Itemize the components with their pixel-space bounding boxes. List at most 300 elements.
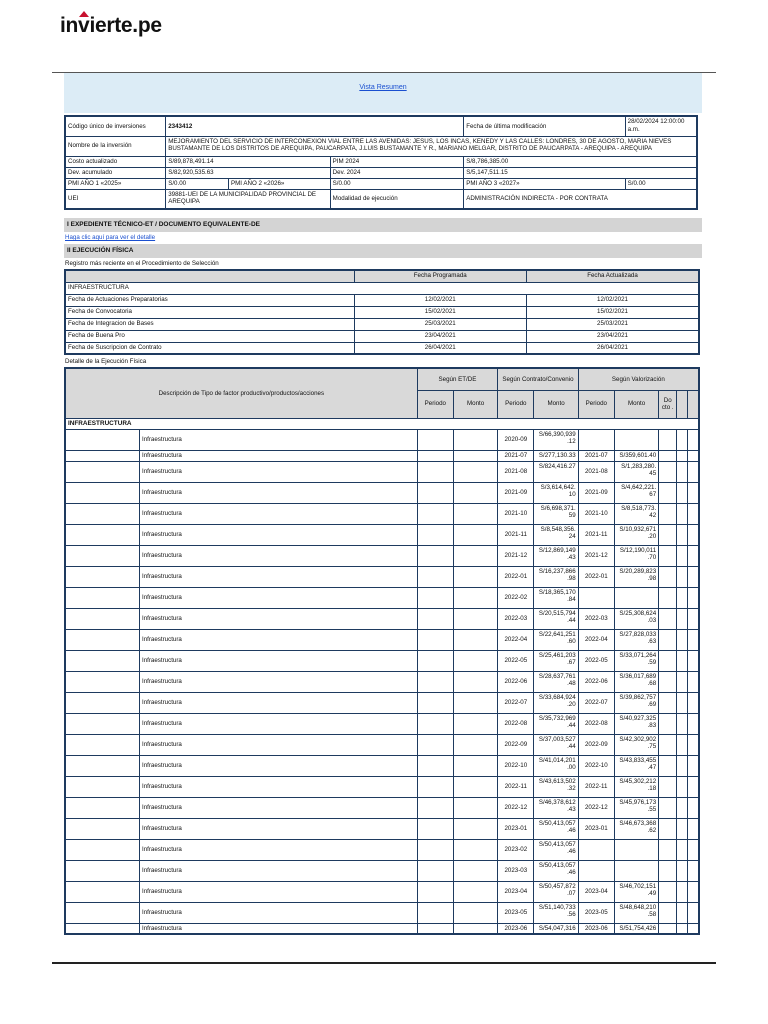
det-row-extra-2: [688, 650, 699, 671]
det-row: [65, 839, 699, 860]
fecha-mod-value: 28/02/2024 12:00:00 a.m.: [625, 116, 697, 136]
det-row-extra-1: [677, 671, 688, 692]
sel-row-label: Fecha de Suscripcion de Contrato: [65, 342, 354, 354]
det-row-extra-2: [688, 902, 699, 923]
det-row-et-periodo: [417, 566, 453, 587]
vista-resumen-link[interactable]: Vista Resumen: [359, 84, 407, 91]
det-row-val-monto: [614, 429, 658, 450]
det-row-et-monto: [453, 713, 497, 734]
det-row-extra-1: [677, 524, 688, 545]
det-row-extra-1: [677, 429, 688, 450]
det-row-extra-2: [688, 692, 699, 713]
det-row-val-periodo: 2022-03: [578, 608, 614, 629]
det-row-et-periodo: [417, 608, 453, 629]
det-row-et-monto: [453, 692, 497, 713]
det-row-extra-2: [688, 608, 699, 629]
det-row-desc: Infraestructura: [139, 650, 417, 671]
det-row-con-monto: S/54,047,316: [534, 923, 578, 934]
sel-row-programada: 23/04/2021: [354, 330, 526, 342]
det-row-et-monto: [453, 755, 497, 776]
det-row-extra-1: [677, 734, 688, 755]
det-row-et-monto: [453, 429, 497, 450]
det-row-et-periodo: [417, 545, 453, 566]
det-row-val-periodo: 2022-11: [578, 776, 614, 797]
nombre-label: Nombre de la inversión: [65, 136, 166, 156]
det-row-docto: [659, 692, 677, 713]
det-row-et-monto: [453, 650, 497, 671]
det-row: [65, 818, 699, 839]
det-row: [65, 881, 699, 902]
det-row-extra-1: [677, 503, 688, 524]
det-row-et-monto: [453, 734, 497, 755]
det-row: [65, 629, 699, 650]
det-row-val-periodo: 2023-06: [578, 923, 614, 934]
det-row-docto: [659, 860, 677, 881]
det-row-extra-2: [688, 461, 699, 482]
det-row-extra-2: [688, 839, 699, 860]
det-row-et-periodo: [417, 734, 453, 755]
det-row-desc: Infraestructura: [139, 429, 417, 450]
det-row-con-monto: S/20,515,794 .44: [534, 608, 578, 629]
det-row-con-monto: S/8,548,356. 24: [534, 524, 578, 545]
uei-value: 39881-UEI DE LA MUNICIPALIDAD PROVINCIAL DE AREQUIPA: [166, 189, 330, 209]
det-row-docto: [659, 923, 677, 934]
det-row-con-periodo: 2022-07: [498, 692, 534, 713]
det-row-et-periodo: [417, 450, 453, 461]
det-row-et-monto: [453, 524, 497, 545]
det-row-et-periodo: [417, 671, 453, 692]
det-row-docto: [659, 734, 677, 755]
det-row-docto: [659, 818, 677, 839]
det-row-et-monto: [453, 587, 497, 608]
det-row-val-monto: S/45,976,173 .55: [614, 797, 658, 818]
det-row-val-monto: [614, 839, 658, 860]
det-row-con-periodo: 2022-03: [498, 608, 534, 629]
sel-row: [65, 294, 699, 306]
det-row-con-periodo: 2022-10: [498, 755, 534, 776]
det-row-desc: Infraestructura: [139, 839, 417, 860]
det-row-con-monto: S/3,614,642. 10: [534, 482, 578, 503]
detalle-text: Detalle de la Ejecución Física: [65, 358, 147, 365]
det-row-extra-2: [688, 524, 699, 545]
pmi1-label: PMI AÑO 1 «2025»: [65, 178, 166, 189]
det-row-extra-1: [677, 755, 688, 776]
det-row-spacer: [65, 692, 139, 713]
det-row-et-periodo: [417, 839, 453, 860]
det-row-val-periodo: 2022-09: [578, 734, 614, 755]
det-row-docto: [659, 650, 677, 671]
det-row-extra-1: [677, 482, 688, 503]
sel-row: [65, 342, 699, 354]
det-row-extra-1: [677, 587, 688, 608]
det-row-desc: Infraestructura: [139, 503, 417, 524]
sel-row-programada: 12/02/2021: [354, 294, 526, 306]
det-row-con-periodo: 2021-08: [498, 461, 534, 482]
det-row-spacer: [65, 482, 139, 503]
det-row-extra-2: [688, 776, 699, 797]
det-row-val-monto: S/1,283,280. 45: [614, 461, 658, 482]
det-row-con-monto: S/51,140,733 .56: [534, 902, 578, 923]
det-row-con-monto: S/18,365,170 .84: [534, 587, 578, 608]
det-row-spacer: [65, 503, 139, 524]
det-row-spacer: [65, 545, 139, 566]
det-row-desc: Infraestructura: [139, 881, 417, 902]
det-row-desc: Infraestructura: [139, 797, 417, 818]
det-row-spacer: [65, 860, 139, 881]
det-row-con-periodo: 2022-01: [498, 566, 534, 587]
det-row-val-monto: S/25,308,624 .03: [614, 608, 658, 629]
det-row: [65, 587, 699, 608]
det-con-monto: Monto: [534, 390, 578, 418]
pim-value: S/8,786,385.00: [464, 156, 697, 167]
det-row-spacer: [65, 923, 139, 934]
det-row-et-monto: [453, 776, 497, 797]
det-row-docto: [659, 503, 677, 524]
det-row-desc: Infraestructura: [139, 566, 417, 587]
det-row-val-monto: S/46,702,151 .49: [614, 881, 658, 902]
det-row: [65, 429, 699, 450]
det-row-val-monto: S/40,927,325 .83: [614, 713, 658, 734]
det-row: [65, 566, 699, 587]
det-row-extra-2: [688, 923, 699, 934]
det-row-extra-2: [688, 545, 699, 566]
det-row-docto: [659, 450, 677, 461]
det-row-con-periodo: 2022-09: [498, 734, 534, 755]
det-row-val-monto: S/27,828,033 .63: [614, 629, 658, 650]
sel-row: [65, 306, 699, 318]
det-row-val-periodo: [578, 587, 614, 608]
det-val-monto: Monto: [614, 390, 658, 418]
det-row-con-monto: S/41,014,201 .00: [534, 755, 578, 776]
det-row-et-monto: [453, 461, 497, 482]
det-row-et-monto: [453, 923, 497, 934]
det-row-docto: [659, 587, 677, 608]
det-row-con-periodo: 2022-11: [498, 776, 534, 797]
sel-row: [65, 330, 699, 342]
det-row: [65, 671, 699, 692]
det-row-et-periodo: [417, 503, 453, 524]
det-row-extra-2: [688, 797, 699, 818]
det-row-et-periodo: [417, 587, 453, 608]
sel-col-actualizada: Fecha Actualizada: [527, 270, 700, 282]
det-row-con-monto: S/50,413,057 .46: [534, 818, 578, 839]
sel-row-actualizada: 23/04/2021: [527, 330, 700, 342]
det-row-docto: [659, 524, 677, 545]
det-row-val-monto: S/48,648,210 .58: [614, 902, 658, 923]
det-row-con-periodo: 2021-09: [498, 482, 534, 503]
det-row: [65, 902, 699, 923]
det-row-val-monto: S/51,754,426: [614, 923, 658, 934]
det-row: [65, 713, 699, 734]
det-row-desc: Infraestructura: [139, 450, 417, 461]
det-row-docto: [659, 608, 677, 629]
det-row-con-periodo: 2022-06: [498, 671, 534, 692]
det-row-val-periodo: 2021-08: [578, 461, 614, 482]
dev-acum-value: S/82,920,535.63: [166, 167, 330, 178]
det-row-docto: [659, 797, 677, 818]
det-row-extra-2: [688, 587, 699, 608]
codigo-label: Código único de inversiones: [65, 116, 166, 136]
det-row-docto: [659, 429, 677, 450]
det-row-et-monto: [453, 818, 497, 839]
det-row-docto: [659, 713, 677, 734]
det-row-et-monto: [453, 482, 497, 503]
det-row-et-monto: [453, 671, 497, 692]
det-row-con-monto: S/37,003,527 .44: [534, 734, 578, 755]
det-row-desc: Infraestructura: [139, 629, 417, 650]
sel-row-label: Fecha de Integracion de Bases: [65, 318, 354, 330]
det-row-val-monto: S/39,862,757 .69: [614, 692, 658, 713]
det-row-extra-2: [688, 860, 699, 881]
det-row-con-monto: S/22,641,251 .60: [534, 629, 578, 650]
det-row-et-monto: [453, 566, 497, 587]
pmi2-label: PMI AÑO 2 «2026»: [229, 178, 331, 189]
det-row-docto: [659, 482, 677, 503]
det-row-val-monto: S/43,833,455 .47: [614, 755, 658, 776]
det-row-extra-1: [677, 818, 688, 839]
det-row-val-periodo: [578, 839, 614, 860]
det-row-spacer: [65, 839, 139, 860]
det-extra-2: [688, 390, 699, 418]
det-row-et-monto: [453, 881, 497, 902]
codigo-value: 2343412: [166, 116, 464, 136]
pmi2-value: S/0.00: [330, 178, 464, 189]
pmi3-value: S/0.00: [625, 178, 697, 189]
det-row-extra-1: [677, 566, 688, 587]
det-row-con-monto: S/16,237,866 .98: [534, 566, 578, 587]
det-row-extra-1: [677, 713, 688, 734]
det-row-spacer: [65, 524, 139, 545]
det-row-val-periodo: 2021-09: [578, 482, 614, 503]
det-val-docto: Do cto .: [659, 390, 677, 418]
sel-row: [65, 318, 699, 330]
det-row-desc: Infraestructura: [139, 818, 417, 839]
det-row-extra-1: [677, 860, 688, 881]
det-row-extra-1: [677, 461, 688, 482]
det-row-con-monto: S/50,457,872 .07: [534, 881, 578, 902]
bottom-divider: [52, 962, 716, 964]
det-row-desc: Infraestructura: [139, 734, 417, 755]
det-row-desc: Infraestructura: [139, 524, 417, 545]
det-row-val-periodo: 2021-11: [578, 524, 614, 545]
section-ejecucion: II EJECUCIÓN FÍSICA: [64, 244, 702, 258]
det-row-extra-2: [688, 450, 699, 461]
det-row-extra-1: [677, 692, 688, 713]
det-row-con-periodo: 2022-04: [498, 629, 534, 650]
det-row: [65, 461, 699, 482]
det-row-spacer: [65, 608, 139, 629]
det-row-et-periodo: [417, 797, 453, 818]
det-row-spacer: [65, 881, 139, 902]
det-category: INFRAESTRUCTURA: [65, 418, 699, 429]
expediente-detail-link[interactable]: Haga clic aquí para ver el detalle: [65, 234, 156, 241]
det-row-spacer: [65, 818, 139, 839]
det-row-extra-2: [688, 818, 699, 839]
det-row-con-periodo: 2021-07: [498, 450, 534, 461]
uei-label: UEI: [65, 189, 166, 209]
registro-text: Registro más reciente en el Procedimiento de Selección: [65, 260, 219, 267]
det-row-val-monto: S/12,190,011 .70: [614, 545, 658, 566]
det-row: [65, 608, 699, 629]
sel-empty-header: [65, 270, 354, 282]
det-row-val-monto: S/359,601.40: [614, 450, 658, 461]
det-row-docto: [659, 671, 677, 692]
modalidad-label: Modalidad de ejecución: [330, 189, 464, 209]
det-row-spacer: [65, 461, 139, 482]
det-row: [65, 797, 699, 818]
det-row-con-periodo: 2023-03: [498, 860, 534, 881]
det-row-et-monto: [453, 860, 497, 881]
det-row-docto: [659, 776, 677, 797]
det-row-extra-2: [688, 734, 699, 755]
det-row: [65, 524, 699, 545]
det-row-extra-1: [677, 545, 688, 566]
det-row-spacer: [65, 650, 139, 671]
det-row-val-monto: S/4,642,221. 67: [614, 482, 658, 503]
det-row-spacer: [65, 429, 139, 450]
det-row-con-monto: S/28,637,761 .48: [534, 671, 578, 692]
det-row-val-periodo: 2021-07: [578, 450, 614, 461]
sel-row-programada: 25/03/2021: [354, 318, 526, 330]
sel-row-label: Fecha de Convocatoria: [65, 306, 354, 318]
det-row-val-periodo: 2022-05: [578, 650, 614, 671]
det-row-et-periodo: [417, 923, 453, 934]
det-row-desc: Infraestructura: [139, 755, 417, 776]
det-row-desc: Infraestructura: [139, 692, 417, 713]
det-row: [65, 923, 699, 934]
det-row-spacer: [65, 797, 139, 818]
det-row-desc: Infraestructura: [139, 671, 417, 692]
det-row-con-periodo: 2021-11: [498, 524, 534, 545]
det-row-et-periodo: [417, 776, 453, 797]
sel-row-programada: 15/02/2021: [354, 306, 526, 318]
det-row-desc: Infraestructura: [139, 713, 417, 734]
det-row-desc: Infraestructura: [139, 482, 417, 503]
det-row: [65, 860, 699, 881]
pim-label: PIM 2024: [330, 156, 464, 167]
det-row-val-monto: S/20,289,823 .98: [614, 566, 658, 587]
det-row-desc: Infraestructura: [139, 776, 417, 797]
sel-category: INFRAESTRUCTURA: [65, 282, 699, 294]
det-row: [65, 734, 699, 755]
det-row-spacer: [65, 776, 139, 797]
det-row-val-periodo: 2022-08: [578, 713, 614, 734]
det-row-con-periodo: 2022-12: [498, 797, 534, 818]
det-row-et-periodo: [417, 692, 453, 713]
det-row-con-periodo: 2023-04: [498, 881, 534, 902]
det-row-extra-1: [677, 608, 688, 629]
det-row-val-periodo: [578, 860, 614, 881]
det-row-docto: [659, 545, 677, 566]
det-row-val-monto: S/10,932,671 .20: [614, 524, 658, 545]
det-val-periodo: Periodo: [578, 390, 614, 418]
costo-value: S/89,878,491.14: [166, 156, 330, 167]
det-row-extra-2: [688, 503, 699, 524]
det-et-periodo: Periodo: [417, 390, 453, 418]
det-row-con-monto: S/12,869,149 .43: [534, 545, 578, 566]
det-row-desc: Infraestructura: [139, 860, 417, 881]
det-row-et-monto: [453, 797, 497, 818]
det-row-extra-2: [688, 713, 699, 734]
costo-label: Costo actualizado: [65, 156, 166, 167]
det-row-desc: Infraestructura: [139, 461, 417, 482]
det-row-val-periodo: 2022-04: [578, 629, 614, 650]
det-row-extra-1: [677, 839, 688, 860]
det-row-con-monto: S/35,732,969 .44: [534, 713, 578, 734]
det-row-val-periodo: 2022-07: [578, 692, 614, 713]
det-row-extra-2: [688, 482, 699, 503]
det-row-et-monto: [453, 503, 497, 524]
det-row-val-periodo: 2021-10: [578, 503, 614, 524]
det-row-extra-2: [688, 671, 699, 692]
sel-row-programada: 26/04/2021: [354, 342, 526, 354]
det-row-spacer: [65, 671, 139, 692]
det-row-con-monto: S/25,461,203 .67: [534, 650, 578, 671]
det-row-docto: [659, 902, 677, 923]
det-row: [65, 776, 699, 797]
sel-row-label: Fecha de Buena Pro: [65, 330, 354, 342]
brand-logo[interactable]: invierte.pe: [60, 14, 162, 37]
det-row-con-monto: S/50,413,057 .46: [534, 839, 578, 860]
dev-year-label: Dev. 2024: [330, 167, 464, 178]
det-row-con-periodo: 2020-09: [498, 429, 534, 450]
det-col-descripcion: Descripción de Tipo de factor productivo/productos/acciones: [65, 368, 417, 418]
sel-row-actualizada: 12/02/2021: [527, 294, 700, 306]
pmi1-value: S/0.00: [166, 178, 229, 189]
det-row-spacer: [65, 450, 139, 461]
det-row-val-periodo: 2022-01: [578, 566, 614, 587]
det-row-spacer: [65, 902, 139, 923]
det-row-con-monto: S/824,416.27: [534, 461, 578, 482]
det-col-et: Según ET/DE: [417, 368, 497, 390]
det-row-val-periodo: 2022-12: [578, 797, 614, 818]
det-row-docto: [659, 881, 677, 902]
det-row-et-monto: [453, 545, 497, 566]
det-row-et-periodo: [417, 429, 453, 450]
det-row-et-periodo: [417, 482, 453, 503]
det-row-docto: [659, 461, 677, 482]
vista-resumen-bar: [64, 73, 702, 113]
det-row-extra-1: [677, 776, 688, 797]
det-row-val-periodo: 2023-05: [578, 902, 614, 923]
det-row-val-monto: [614, 860, 658, 881]
dev-acum-label: Dev. acumulado: [65, 167, 166, 178]
det-row-spacer: [65, 713, 139, 734]
det-row: [65, 482, 699, 503]
det-row-extra-2: [688, 566, 699, 587]
det-row-docto: [659, 755, 677, 776]
info-table: [64, 115, 698, 210]
det-row-desc: Infraestructura: [139, 902, 417, 923]
det-row-et-monto: [453, 629, 497, 650]
dev-year-value: S/5,147,511.15: [464, 167, 697, 178]
det-row-val-monto: [614, 587, 658, 608]
det-row-val-periodo: 2022-06: [578, 671, 614, 692]
det-row-et-periodo: [417, 524, 453, 545]
det-row-et-periodo: [417, 755, 453, 776]
det-row-et-periodo: [417, 881, 453, 902]
sel-row-label: Fecha de Actuaciones Preparatorias: [65, 294, 354, 306]
det-row-et-periodo: [417, 713, 453, 734]
det-row-con-monto: S/277,130.33: [534, 450, 578, 461]
det-row-val-periodo: 2023-04: [578, 881, 614, 902]
det-row-extra-1: [677, 650, 688, 671]
det-row-spacer: [65, 566, 139, 587]
det-row-desc: Infraestructura: [139, 923, 417, 934]
det-row-con-monto: S/33,684,924 .20: [534, 692, 578, 713]
det-row-extra-1: [677, 881, 688, 902]
det-row-val-monto: S/36,017,689 .68: [614, 671, 658, 692]
